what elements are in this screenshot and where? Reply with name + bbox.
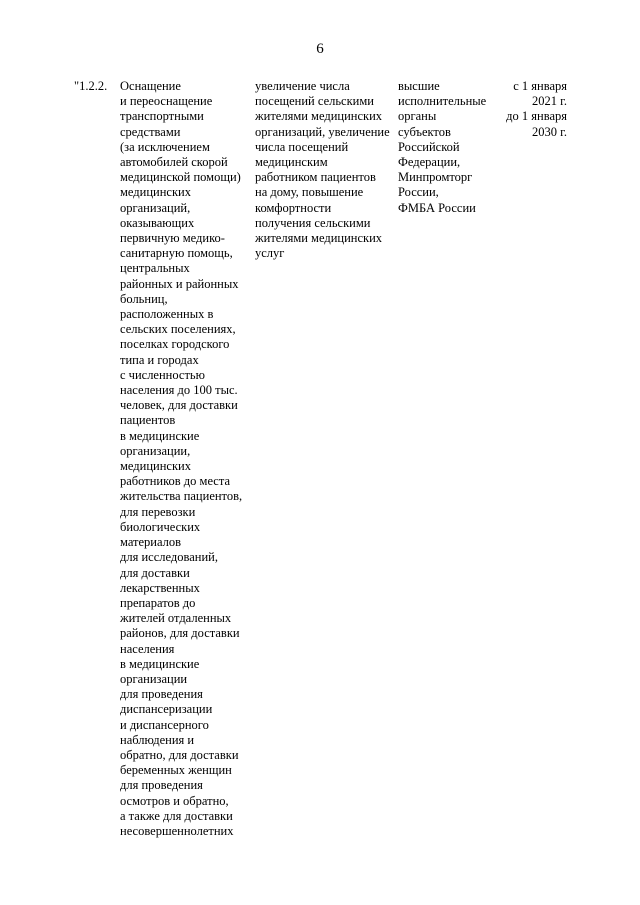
executor-line: исполнительные [398,94,487,109]
measure-name-line: для проведения [120,687,203,702]
measure-name-line: несовершеннолетних [120,823,234,838]
measure-name-line: пациентов [120,413,176,428]
measure-name-line: человек, для доставки [120,398,238,413]
term-line: 2030 г. [532,124,567,139]
measure-name-line: осмотров и обратно, [120,793,229,808]
measure-name-line: препаратов до [120,595,196,610]
executor-line: Минпромторг [398,170,473,185]
measure-name-line: в медицинские [120,428,200,443]
term-line: до 1 января [506,109,567,124]
measure-name-line: медицинских [120,459,191,474]
executor-line: России, [398,185,439,200]
row-number-cell [74,79,118,94]
expected-result-line: работником пациентов [255,170,376,185]
executor-cell [398,79,498,216]
measure-name-line: обратно, для доставки [120,747,239,762]
measure-name-line: районных и районных [120,276,239,291]
measure-name-line: в медицинские [120,656,200,671]
measure-name-cell [120,79,254,839]
executor-line: органы [398,109,437,124]
executor-line: субъектов [398,124,451,139]
measure-name-line: оказывающих [120,215,195,230]
measure-name-line: организаций, [120,200,191,215]
measure-name-line: а также для доставки [120,808,233,823]
measure-name-line: поселках городского [120,337,230,352]
measure-name-line: транспортными [120,109,204,124]
measure-name-line: автомобилей скорой [120,155,228,170]
expected-result-line: увеличение числа [255,79,350,93]
measure-name-line: санитарную помощь, [120,246,233,261]
measure-name-line: с численностью [120,367,205,382]
measure-name-line: районов, для доставки [120,626,240,641]
executor-line: Российской [398,139,460,154]
measure-name-line: организации, [120,443,191,458]
measure-name-line: для исследований, [120,550,218,565]
term-line: с 1 января [513,79,567,93]
measure-name-line: центральных [120,261,190,276]
measure-name-line: сельских поселениях, [120,322,236,337]
measure-name-line: для перевозки [120,504,196,519]
measure-name-line: медицинских [120,185,191,200]
measure-name-line: населения [120,641,175,656]
measure-name-line: работников до места [120,474,231,489]
measure-name-line: диспансеризации [120,702,213,717]
measure-name-line: населения до 100 тыс. [120,383,238,398]
expected-result-line: посещений сельскими [255,94,374,109]
measure-name-line: беременных женщин [120,763,232,778]
measure-name-line: лекарственных [120,580,200,595]
measure-name-line: Оснащение [120,79,181,93]
measure-name-line: жителей отдаленных [120,611,232,626]
measure-name-line: и переоснащение [120,94,213,109]
measure-name-line: средствами [120,124,181,139]
expected-result-line: медицинским [255,155,328,170]
page-number: 6 [316,41,324,57]
expected-result-line: на дому, повышение [255,185,364,200]
measure-name-line: наблюдения и [120,732,195,747]
expected-result-line: организаций, увеличение [255,124,390,139]
measure-name-line: расположенных в [120,307,214,322]
measure-name-line: первичную медико- [120,231,225,246]
measure-name-line: материалов [120,535,182,550]
row-number: "1.2.2. [74,79,108,93]
measure-name-line: организации [120,671,188,686]
term-cell [497,79,567,140]
measure-name-line: жительства пациентов, [120,489,243,504]
measure-name-line: биологических [120,519,201,534]
expected-result-line: комфортности [255,200,332,215]
measure-name-line: медицинской помощи) [120,170,241,185]
measure-name-line: и диспансерного [120,717,209,732]
measure-name-line: типа и городах [120,352,199,367]
measure-name-line: для доставки [120,565,190,580]
term-line: 2021 г. [532,94,567,109]
expected-result-line: жителями медицинских [255,109,383,124]
executor-line: высшие [398,79,440,93]
expected-result-line: числа посещений [255,139,349,154]
expected-result-line: жителями медицинских [255,231,383,246]
expected-result-line: получения сельскими [255,215,371,230]
measure-name-line: больниц, [120,291,168,306]
expected-result-line: услуг [255,246,285,261]
executor-line: Федерации, [398,155,461,170]
executor-line: ФМБА России [398,200,476,215]
measure-name-line: (за исключением [120,139,210,154]
measure-name-line: для проведения [120,778,203,793]
expected-result-cell [255,79,395,261]
